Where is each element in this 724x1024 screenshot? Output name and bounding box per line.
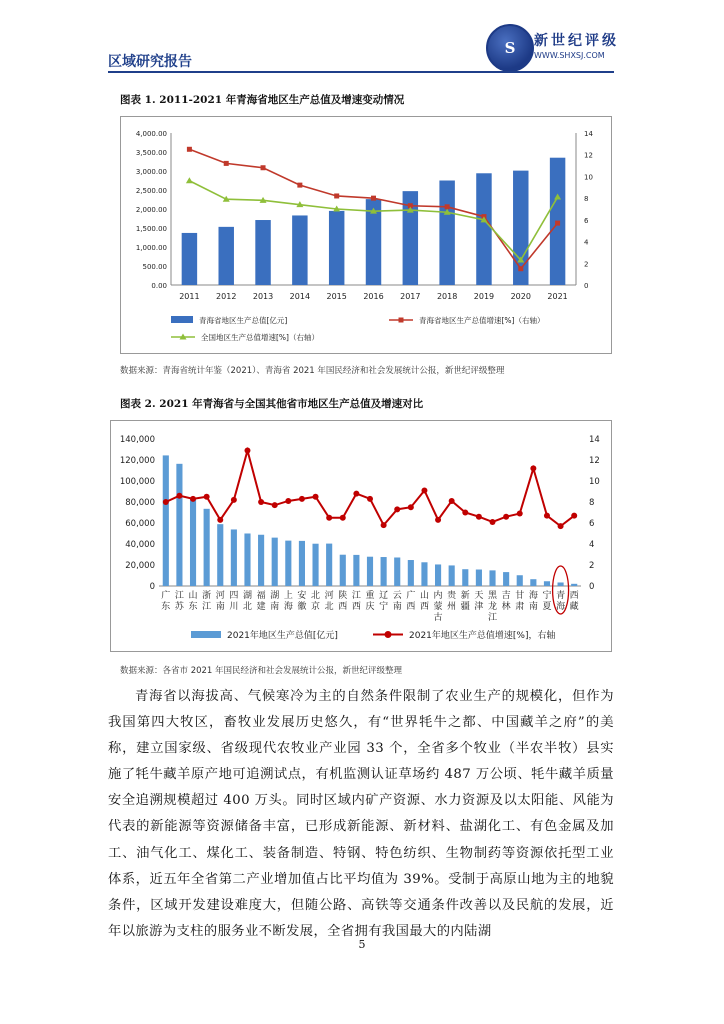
- figure2-chart: [111, 421, 611, 651]
- figure2-source: 数据来源：各省市 2021 年国民经济和社会发展统计公报，新世纪评级整理: [120, 666, 403, 676]
- bar: [258, 535, 264, 586]
- x-tick-label: 2017: [400, 292, 421, 301]
- bar: [292, 215, 307, 285]
- x-tick-label: 海: [528, 591, 538, 601]
- x-tick-label: 2011: [179, 292, 200, 301]
- x-tick-label: 南: [528, 602, 538, 612]
- line-point: [187, 147, 192, 152]
- bar: [449, 565, 455, 586]
- x-tick-label: 江: [202, 602, 212, 612]
- x-tick-label: 肃: [515, 602, 525, 612]
- line-point: [224, 161, 229, 166]
- figure1-source: 数据来源：青海省统计年鉴（2021）、青海省 2021 年国民经济和社会发展统计公报，新世纪评级整理: [120, 366, 505, 376]
- bar: [367, 557, 373, 586]
- line-point: [462, 510, 468, 516]
- line-point: [381, 522, 387, 528]
- x-tick-label: 吉: [501, 591, 511, 601]
- x-tick-label: 徽: [297, 602, 307, 612]
- x-tick-label: 南: [215, 602, 225, 612]
- y-left-tick-label: 120,000: [119, 456, 155, 466]
- bar: [571, 584, 577, 586]
- line-point: [272, 502, 278, 508]
- x-tick-label: 东: [161, 602, 171, 612]
- x-tick-label: 2019: [473, 292, 495, 301]
- bar: [439, 181, 454, 286]
- bar: [340, 555, 346, 586]
- line-point: [176, 493, 182, 499]
- x-tick-label: 津: [474, 602, 484, 612]
- line-point: [408, 504, 414, 510]
- line-point: [367, 496, 373, 502]
- y-right-tick-label: 14: [584, 130, 593, 138]
- x-tick-label: 建: [256, 602, 266, 612]
- bar: [476, 570, 482, 586]
- line-point: [326, 515, 332, 521]
- line-point: [558, 523, 564, 529]
- x-tick-label: 林: [501, 602, 511, 612]
- bar: [255, 220, 270, 285]
- line-point: [297, 183, 302, 188]
- x-tick-label: 东: [188, 602, 198, 612]
- line-point: [445, 204, 450, 209]
- bar: [394, 557, 400, 586]
- legend-label: 青海省地区生产总值增速[%]（右轴）: [419, 316, 545, 325]
- x-tick-label: 辽: [379, 591, 389, 601]
- series-line: [166, 451, 574, 527]
- y-left-tick-label: 60,000: [125, 519, 155, 529]
- line-point: [555, 221, 560, 226]
- x-tick-label: 北: [311, 591, 321, 601]
- x-tick-label: 宁: [542, 591, 552, 601]
- x-tick-label: 广: [406, 591, 416, 601]
- y-right-tick-label: 6: [584, 216, 589, 225]
- bar: [182, 233, 197, 285]
- x-tick-label: 黑: [488, 591, 498, 601]
- y-right-tick-label: 6: [589, 519, 595, 529]
- x-tick-label: 云: [392, 591, 402, 601]
- figure2-frame: [110, 420, 612, 652]
- x-tick-label: 广: [161, 591, 171, 601]
- y-left-tick-label: 1,000.00: [135, 244, 167, 252]
- x-tick-label: 海: [283, 602, 293, 612]
- y-left-tick-label: 500.00: [142, 263, 167, 271]
- line-point: [371, 196, 376, 201]
- x-tick-label: 湖: [242, 591, 252, 601]
- x-tick-label: 北: [242, 602, 252, 612]
- line-point: [231, 497, 237, 503]
- x-tick-label: 天: [474, 591, 484, 601]
- x-tick-label: 藏: [569, 602, 579, 612]
- x-tick-label: 河: [215, 591, 225, 601]
- body-paragraph: 青海省以海拔高、气候寒冷为主的自然条件限制了农业生产的规模化，但作为我国第四大牧区，畜牧业发展历史悠久，有“世界牦牛之都、中国藏羊之府”的美称，建立国家级、省级现代农牧业产业园 33 个，全省多个牧业（半农半牧）县实施了牦牛藏羊原产地可追溯试点，有机监测认证草场约 487 万公顷、牦牛藏羊质量安全追溯规模超过 400 万头。同时区域内矿产资源、水力资源及以太阳能、风能为代表的新能源等资源储备丰富，已形成新能源、新材料、盐湖化工、有色金属及加工、油气化工、煤化工、装备制造、特钢、特色纺织、生物制药等资源依托型工业体系，近五年全省第二产业增加值占比平均值为 39%。受制于高原山地为主的地貌条件，区域开发建设难度大，但随公路、高铁等交通条件改善以及民航的发展，近年以旅游为支柱的服务业不断发展，全省拥有我国最大的内陆湖: [108, 689, 614, 939]
- bar: [244, 533, 250, 586]
- x-tick-label: 重: [365, 591, 375, 601]
- x-tick-label: 内: [433, 591, 443, 601]
- y-left-tick-label: 140,000: [119, 435, 155, 445]
- line-point: [285, 498, 291, 504]
- x-tick-label: 疆: [460, 602, 470, 612]
- x-tick-label: 山: [419, 591, 429, 601]
- x-tick-label: 西: [406, 602, 416, 612]
- line-point: [544, 513, 550, 519]
- y-left-tick-label: 0: [149, 582, 155, 592]
- bar: [163, 455, 169, 586]
- x-tick-label: 江: [488, 613, 498, 623]
- header-divider: [108, 71, 614, 73]
- x-tick-label: 江: [174, 591, 184, 601]
- legend-label: 全国地区生产总值增速[%]（右轴）: [201, 333, 319, 342]
- bar: [176, 464, 182, 586]
- x-tick-label: 福: [256, 591, 266, 601]
- line-point: [449, 498, 455, 504]
- legend-label: 2021年地区生产总值增速[%]，右轴: [409, 631, 556, 641]
- x-tick-label: 浙: [202, 591, 212, 601]
- logo-url: WWW.SHXSJ.COM: [534, 51, 605, 60]
- figure1-chart: [121, 117, 611, 353]
- x-tick-label: 南: [270, 602, 280, 612]
- x-tick-label: 宁: [379, 602, 389, 612]
- x-tick-label: 山: [188, 591, 198, 601]
- line-point: [394, 506, 400, 512]
- x-tick-label: 川: [229, 602, 239, 612]
- x-tick-label: 南: [392, 602, 402, 612]
- line-point: [204, 494, 210, 500]
- legend-label: 2021年地区生产总值[亿元]: [227, 631, 338, 641]
- x-tick-label: 2012: [216, 292, 237, 301]
- x-tick-label: 苏: [174, 602, 184, 612]
- y-left-tick-label: 4,000.00: [135, 130, 167, 138]
- x-tick-label: 西: [338, 602, 348, 612]
- x-tick-label: 陕: [338, 591, 348, 601]
- bar: [353, 555, 359, 586]
- x-tick-label: 湖: [270, 591, 280, 601]
- section-title: 区域研究报告: [108, 54, 192, 70]
- x-tick-label: 2015: [326, 292, 347, 301]
- x-tick-label: 安: [297, 591, 307, 601]
- x-tick-label: 2020: [510, 292, 531, 301]
- x-tick-label: 青: [556, 591, 566, 601]
- x-tick-label: 龙: [488, 602, 498, 612]
- y-left-tick-label: 2,000.00: [135, 206, 167, 214]
- y-right-tick-label: 12: [584, 151, 593, 160]
- line-point: [217, 517, 223, 523]
- x-tick-label: 北: [324, 602, 334, 612]
- legend-marker: [399, 318, 404, 323]
- bar: [530, 579, 536, 586]
- line-point: [186, 177, 193, 183]
- legend-label: 青海省地区生产总值[亿元]: [199, 316, 288, 325]
- y-left-tick-label: 3,000.00: [135, 168, 167, 176]
- y-right-tick-label: 14: [589, 435, 600, 445]
- bar: [544, 581, 550, 586]
- line-point: [334, 193, 339, 198]
- y-left-tick-label: 100,000: [119, 477, 155, 487]
- bar: [326, 544, 332, 586]
- bar: [231, 529, 237, 586]
- y-left-tick-label: 20,000: [125, 561, 155, 571]
- y-right-tick-label: 8: [584, 195, 589, 204]
- x-tick-label: 夏: [542, 602, 552, 612]
- x-tick-label: 西: [351, 602, 361, 612]
- x-tick-label: 河: [324, 591, 334, 601]
- line-point: [517, 511, 523, 517]
- x-tick-label: 海: [556, 602, 566, 612]
- y-left-tick-label: 1,500.00: [135, 225, 167, 233]
- y-right-tick-label: 0: [589, 582, 595, 592]
- bar: [218, 227, 233, 285]
- bar: [476, 173, 491, 285]
- legend-marker: [385, 631, 392, 638]
- x-tick-label: 西: [419, 602, 429, 612]
- x-tick-label: 2016: [363, 292, 384, 301]
- x-tick-label: 京: [311, 602, 321, 612]
- y-right-tick-label: 10: [589, 477, 600, 487]
- bar: [517, 575, 523, 586]
- logo-name: 新世纪评级: [534, 33, 619, 49]
- x-tick-label: 蒙: [433, 602, 443, 612]
- y-left-tick-label: 80,000: [125, 498, 155, 508]
- bar: [435, 564, 441, 586]
- x-tick-label: 新: [460, 591, 470, 601]
- y-right-tick-label: 2: [584, 260, 589, 269]
- figure2-title: 图表 2. 2021 年青海省与全国其他省市地区生产总值及增速对比: [120, 398, 424, 410]
- line-point: [571, 513, 577, 519]
- figure1-frame: [120, 116, 612, 354]
- x-tick-label: 古: [433, 613, 443, 623]
- x-tick-label: 庆: [365, 602, 375, 612]
- bar: [462, 569, 468, 586]
- bar: [217, 524, 223, 586]
- x-tick-label: 2018: [436, 292, 458, 301]
- x-tick-label: 上: [283, 591, 293, 601]
- line-point: [421, 487, 427, 493]
- bar: [204, 509, 210, 586]
- bar: [272, 538, 278, 586]
- x-tick-label: 贵: [447, 591, 457, 601]
- x-tick-label: 州: [447, 602, 457, 612]
- bar: [421, 562, 427, 586]
- company-logo: [486, 24, 534, 72]
- x-tick-label: 2021: [547, 292, 568, 301]
- bar: [312, 544, 318, 586]
- x-tick-label: 2013: [252, 292, 274, 301]
- line-point: [258, 499, 264, 505]
- line-point: [299, 496, 305, 502]
- legend-swatch: [171, 316, 193, 323]
- line-point: [518, 266, 523, 271]
- line-point: [163, 499, 169, 505]
- line-point: [313, 494, 319, 500]
- bar: [381, 557, 387, 586]
- y-left-tick-label: 0.00: [151, 282, 167, 290]
- x-tick-label: 甘: [515, 591, 525, 601]
- line-point: [340, 515, 346, 521]
- x-tick-label: 四: [229, 591, 239, 601]
- line-point: [353, 491, 359, 497]
- figure1-title: 图表 1. 2011-2021 年青海省地区生产总值及增速变动情况: [120, 94, 405, 106]
- line-point: [476, 514, 482, 520]
- bar: [190, 499, 196, 586]
- y-left-tick-label: 2,500.00: [135, 187, 167, 195]
- y-right-tick-label: 8: [589, 498, 595, 508]
- y-right-tick-label: 4: [584, 238, 589, 247]
- line-point: [503, 514, 509, 520]
- y-right-tick-label: 12: [589, 456, 600, 466]
- bar: [329, 211, 344, 285]
- y-right-tick-label: 10: [584, 173, 593, 182]
- line-point: [490, 519, 496, 525]
- y-left-tick-label: 40,000: [125, 540, 155, 550]
- y-left-tick-label: 3,500.00: [135, 149, 167, 157]
- legend-swatch: [191, 631, 221, 638]
- y-right-tick-label: 4: [589, 540, 595, 550]
- bar: [285, 541, 291, 586]
- line-point: [530, 465, 536, 471]
- bar: [299, 541, 305, 586]
- y-right-tick-label: 2: [589, 561, 595, 571]
- line-point: [244, 448, 250, 454]
- line-point: [261, 165, 266, 170]
- line-point: [435, 517, 441, 523]
- x-tick-label: 江: [351, 591, 361, 601]
- bar: [408, 560, 414, 586]
- logo-mark: S: [504, 39, 516, 57]
- y-right-tick-label: 0: [584, 282, 589, 290]
- line-point: [190, 496, 196, 502]
- bar: [489, 570, 495, 586]
- bar: [503, 572, 509, 586]
- bar: [558, 582, 564, 586]
- x-tick-label: 西: [569, 591, 579, 601]
- page-number: 5: [358, 938, 366, 951]
- x-tick-label: 2014: [289, 292, 311, 301]
